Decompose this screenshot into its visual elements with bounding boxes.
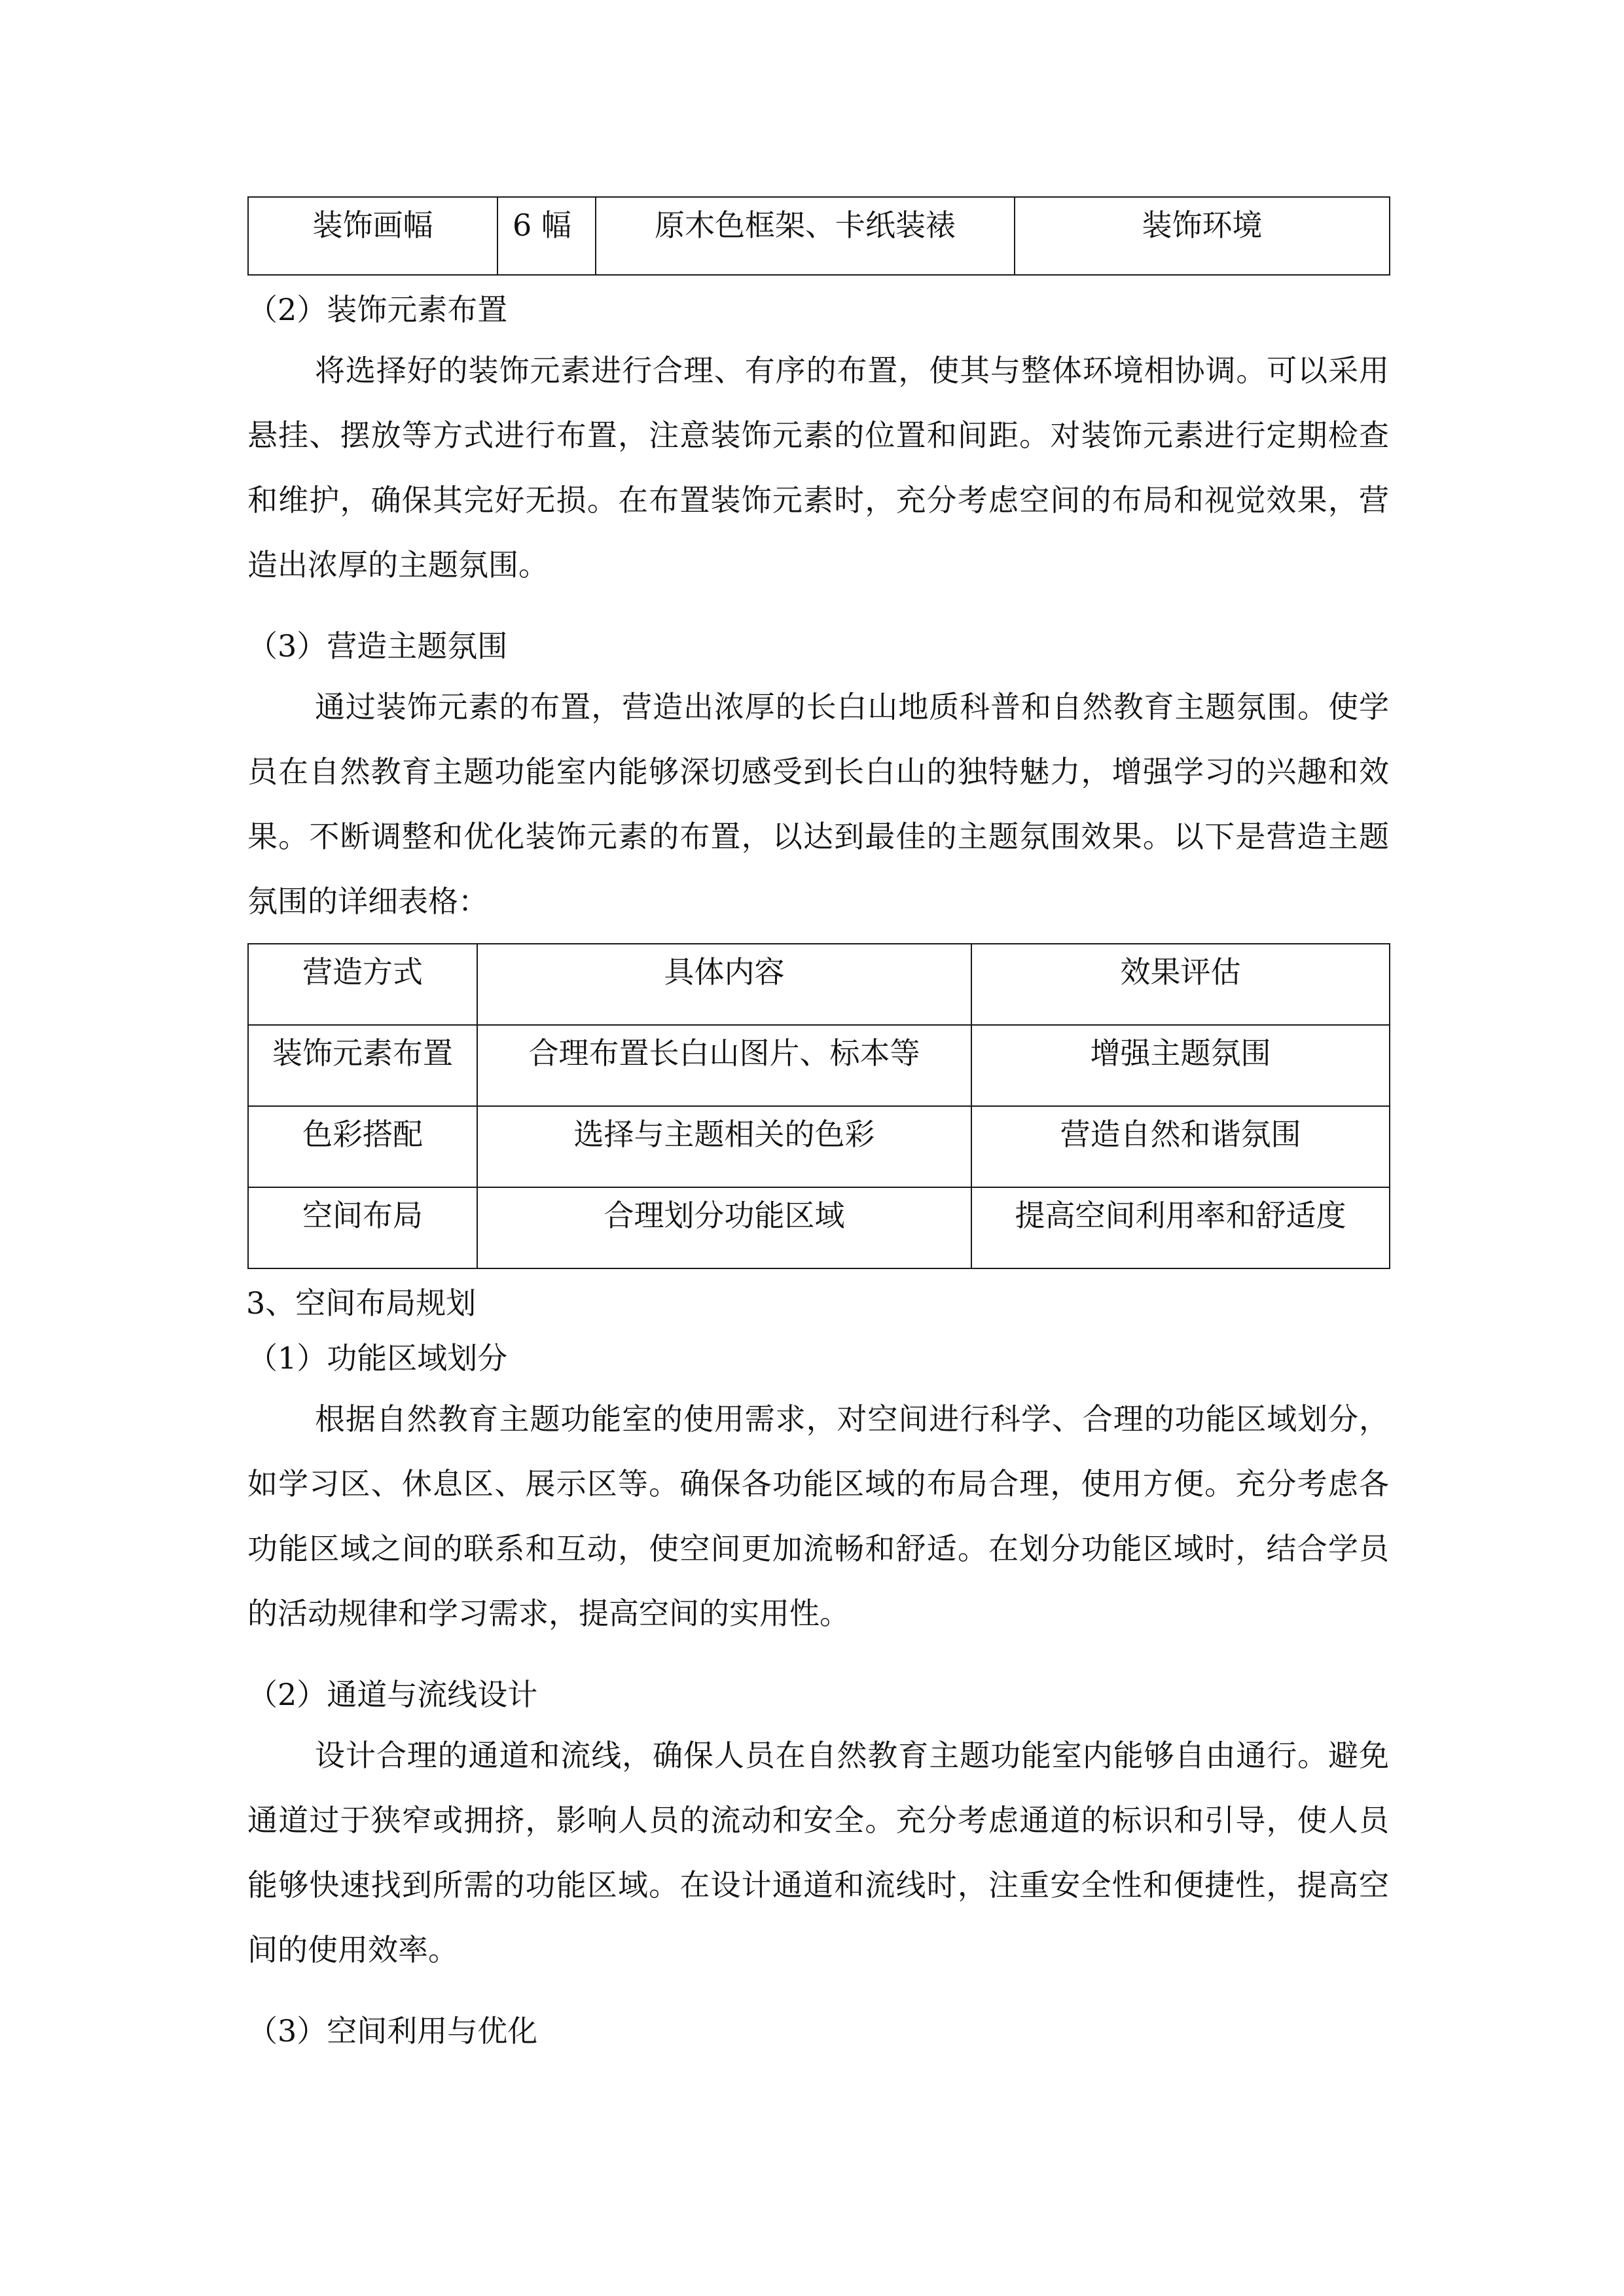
section-heading: （3）空间利用与优化 xyxy=(247,2013,538,2049)
table-cell: 装饰环境 xyxy=(1015,197,1390,275)
section-heading: （2）装饰元素布置 xyxy=(247,292,508,327)
table-header-cell: 具体内容 xyxy=(477,944,971,1025)
section-paragraph: 通过装饰元素的布置，营造出浓厚的长白山地质科普和自然教育主题氛围。使学员在自然教育主题功能室内能够深切感受到长白山的独特魅力，增强学习的兴趣和效果。不断调整和优化装饰元素的布置，以达到最佳的主题氛围效果。以下是营造主题氛围的详细表格： xyxy=(247,689,1389,919)
table-cell: 原木色框架、卡纸装裱 xyxy=(596,197,1015,275)
table-row xyxy=(248,1187,1390,1268)
table-cell: 合理划分功能区域 xyxy=(477,1187,971,1268)
table-cell: 提高空间利用率和舒适度 xyxy=(971,1187,1390,1268)
table-cell: 营造自然和谐氛围 xyxy=(971,1106,1390,1187)
table-cell: 色彩搭配 xyxy=(248,1106,477,1187)
table-cell: 增强主题氛围 xyxy=(971,1025,1390,1106)
table-row xyxy=(248,1025,1390,1106)
document-page xyxy=(247,196,1389,2051)
section-paragraph: 根据自然教育主题功能室的使用需求，对空间进行科学、合理的功能区域划分，如学习区、休息区、展示区等。确保各功能区域的布局合理，使用方便。充分考虑各功能区域之间的联系和互动，使空间更加流畅和舒适。在划分功能区域时，结合学员的活动规律和学习需求，提高空间的实用性。 xyxy=(247,1401,1389,1631)
table-cell: 6 幅 xyxy=(497,197,596,275)
table-header-row xyxy=(248,944,1390,1025)
section-heading: （1）功能区域划分 xyxy=(247,1340,508,1376)
table-header-cell: 效果评估 xyxy=(971,944,1390,1025)
decoration-table xyxy=(247,196,1390,276)
section-paragraph: 设计合理的通道和流线，确保人员在自然教育主题功能室内能够自由通行。避免通道过于狭窄或拥挤，影响人员的流动和安全。充分考虑通道的标识和引导，使人员能够快速找到所需的功能区域。在设计通道和流线时，注重安全性和便捷性，提高空间的使用效率。 xyxy=(247,1738,1389,1967)
section-paragraph: 将选择好的装饰元素进行合理、有序的布置，使其与整体环境相协调。可以采用悬挂、摆放等方式进行布置，注意装饰元素的位置和间距。对装饰元素进行定期检查和维护，确保其完好无损。在布置装饰元素时，充分考虑空间的布局和视觉效果，营造出浓厚的主题氛围。 xyxy=(247,353,1389,583)
atmosphere-table xyxy=(247,943,1390,1269)
table-row xyxy=(248,1106,1390,1187)
table-cell: 空间布局 xyxy=(248,1187,477,1268)
table-cell: 选择与主题相关的色彩 xyxy=(477,1106,971,1187)
chapter-heading: 3、空间布局规划 xyxy=(246,1285,477,1321)
table-header-cell: 营造方式 xyxy=(248,944,477,1025)
table-row xyxy=(248,197,1390,275)
table-cell: 合理布置长白山图片、标本等 xyxy=(477,1025,971,1106)
section-heading: （3）营造主题氛围 xyxy=(247,628,508,664)
table-cell: 装饰元素布置 xyxy=(248,1025,477,1106)
section-heading: （2）通道与流线设计 xyxy=(247,1677,538,1712)
table-cell: 装饰画幅 xyxy=(248,197,497,275)
